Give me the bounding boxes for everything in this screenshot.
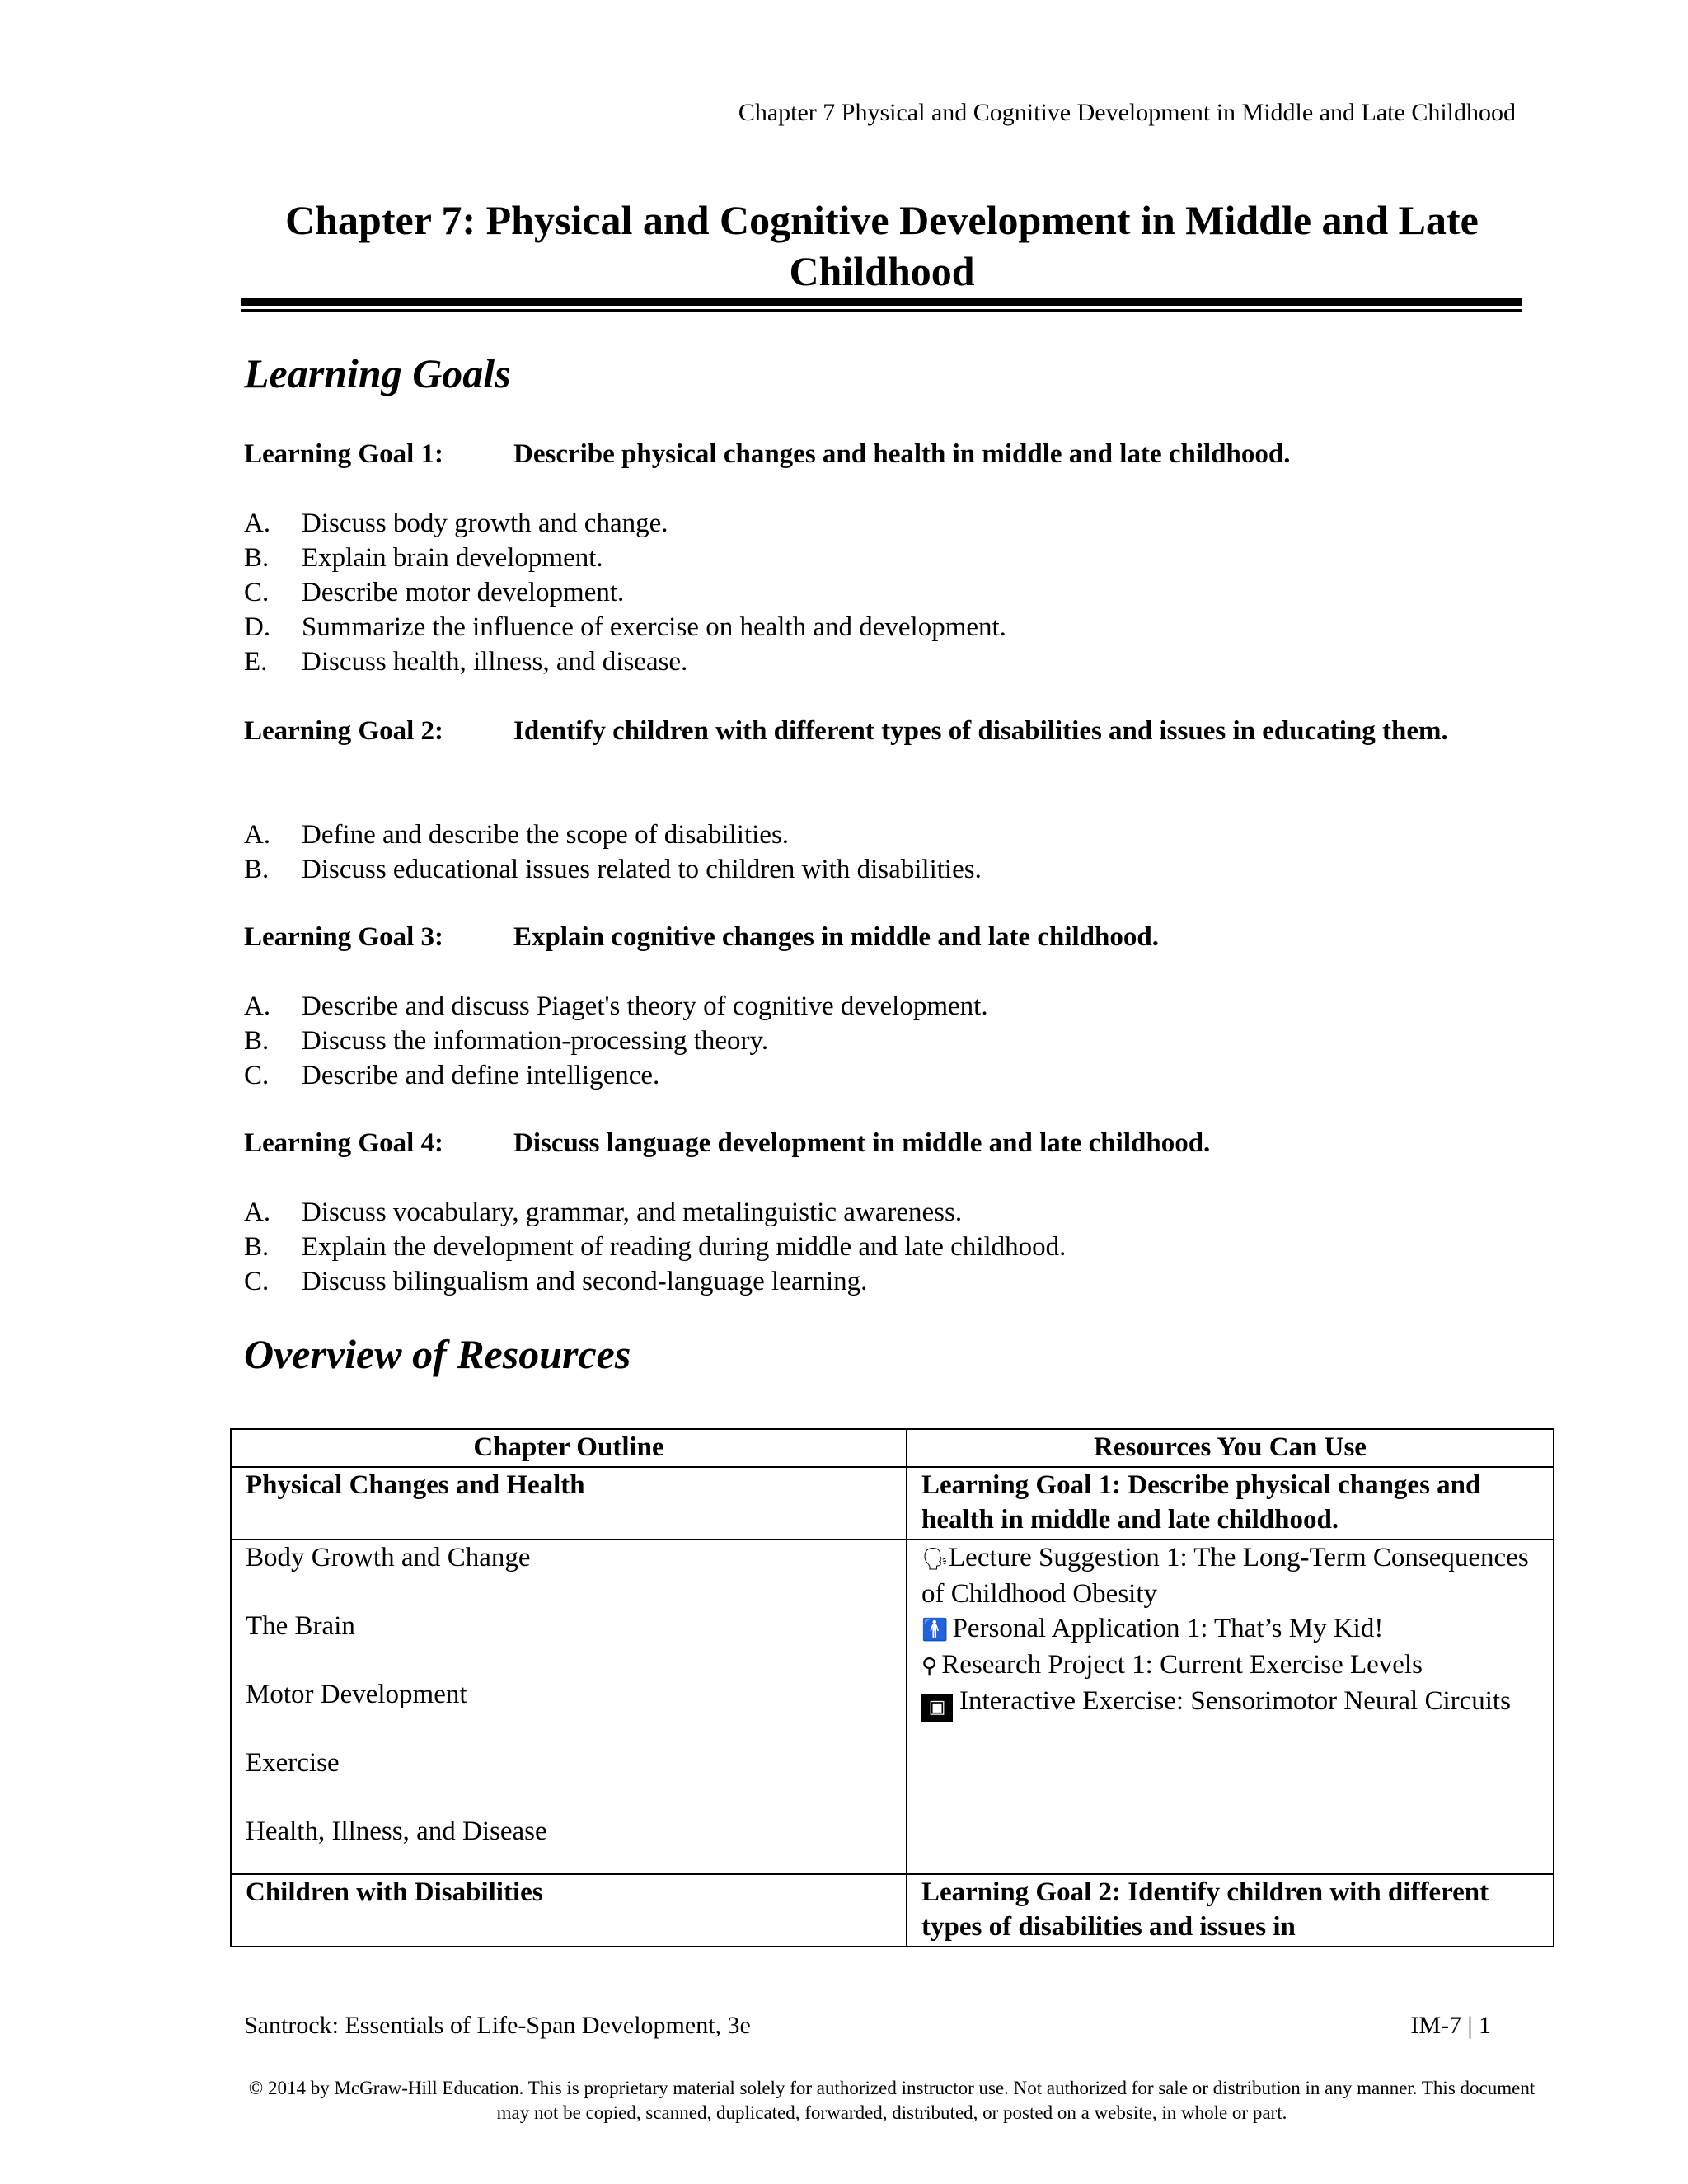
objective-letter: A. [244, 991, 271, 1021]
objective-text: Explain brain development. [302, 543, 603, 573]
goal-label: Learning Goal 3: [244, 922, 444, 952]
objective-text: Describe and define intelligence. [302, 1061, 660, 1090]
objective-letter: A. [244, 820, 271, 850]
objective-letter: C. [244, 1267, 270, 1296]
objective-letter: C. [244, 578, 270, 607]
objective-item [244, 1264, 1066, 1299]
goal-text: Describe physical changes and health in middle and late childhood. [513, 439, 1291, 469]
table-header-row [231, 1429, 1554, 1467]
outline-item: Motor Development [246, 1680, 467, 1709]
outline-item: The Brain [246, 1611, 355, 1641]
resource-item [921, 1540, 1539, 1611]
objective-letter: B. [244, 1232, 270, 1262]
table-row [231, 1467, 1554, 1540]
objective-text: Explain the development of reading during middle and late childhood. [302, 1232, 1067, 1262]
computer-icon: ▣ [921, 1694, 953, 1722]
outline-section-title: Physical Changes and Health [231, 1467, 907, 1540]
objective-letter: B. [244, 543, 270, 573]
goal-text: Identify children with different types of disabilities and issues in educating them. [513, 716, 1448, 746]
resources-cell [907, 1540, 1554, 1874]
objective-item [244, 1230, 1066, 1264]
objective-text: Summarize the influence of exercise on health and development. [302, 612, 1006, 642]
outline-item: Health, Illness, and Disease [246, 1816, 547, 1846]
objective-text: Discuss vocabulary, grammar, and metalinguistic awareness. [302, 1197, 963, 1227]
objective-text: Describe and discuss Piaget's theory of cognitive development. [302, 991, 988, 1021]
goal-label: Learning Goal 4: [244, 1128, 444, 1158]
goal-label: Learning Goal 2: [244, 716, 444, 746]
outline-section-title: Children with Disabilities [231, 1874, 907, 1947]
footer-book-title: Santrock: Essentials of Life-Span Development, 3e [244, 2012, 751, 2039]
title-rule-thick [241, 298, 1522, 306]
objective-item [244, 610, 1006, 644]
objective-text: Discuss educational issues related to children with disabilities. [302, 855, 982, 884]
objective-item [244, 644, 1006, 679]
goal-1-objectives [244, 506, 1006, 679]
objective-item [244, 989, 988, 1024]
objective-item [244, 575, 1006, 610]
objective-item [244, 1024, 988, 1058]
objective-text: Define and describe the scope of disabilities. [302, 820, 790, 850]
resource-text: Research Project 1: Current Exercise Levels [941, 1650, 1423, 1680]
objective-letter: D. [244, 612, 271, 642]
objective-item [244, 541, 1006, 575]
objective-text: Discuss body growth and change. [302, 509, 668, 538]
objective-text: Discuss health, illness, and disease. [302, 647, 688, 677]
resource-item [921, 1684, 1539, 1722]
chapter-title-line-2: Childhood [789, 248, 975, 294]
copyright-notice: © 2014 by McGraw-Hill Education. This is proprietary material solely for authorized instructor use. Not authorized for sale or distribution in any manner. This document may not be copied, scanned, duplicated, forwarded, distributed, or posted on a website, in whole or part. [248, 2078, 1536, 2123]
objective-text: Describe motor development. [302, 578, 625, 607]
column-header-resources: Resources You Can Use [907, 1429, 1554, 1467]
column-header-outline: Chapter Outline [231, 1429, 907, 1467]
research-icon: ⚲ [921, 1654, 942, 1679]
goal-section-title: Learning Goal 2: Identify children with different types of disabilities and issues in [907, 1874, 1554, 1947]
chapter-title [244, 194, 1520, 297]
resource-text: Lecture Suggestion 1: The Long-Term Consequences of Childhood Obesity [921, 1543, 1529, 1609]
resources-table [230, 1428, 1554, 1947]
objective-letter: A. [244, 509, 271, 538]
goal-3-objectives [244, 989, 988, 1093]
lecture-icon: 🗣 [921, 1547, 950, 1572]
goal-section-title: Learning Goal 1: Describe physical changes and health in middle and late childhood. [907, 1467, 1554, 1540]
objective-letter: B. [244, 1026, 270, 1056]
table-row [231, 1874, 1554, 1947]
objective-item [244, 818, 982, 852]
chapter-title-line-1: Chapter 7: Physical and Cognitive Development in Middle and Late [285, 197, 1479, 243]
objective-item [244, 506, 1006, 541]
outline-item: Exercise [246, 1748, 340, 1778]
objective-letter: C. [244, 1061, 270, 1090]
title-rule-thin [241, 309, 1522, 312]
goal-2-objectives [244, 818, 982, 887]
objective-letter: E. [244, 647, 268, 677]
resource-text: Personal Application 1: That’s My Kid! [952, 1614, 1384, 1643]
resource-item [921, 1611, 1539, 1647]
resource-item [921, 1647, 1539, 1684]
objective-text: Discuss bilingualism and second-language learning. [302, 1267, 868, 1296]
running-header: Chapter 7 Physical and Cognitive Development in Middle and Late Childhood [738, 99, 1516, 126]
outline-items-cell [231, 1540, 907, 1874]
goal-text: Discuss language development in middle and late childhood. [513, 1128, 1211, 1158]
learning-goals-heading: Learning Goals [244, 350, 511, 396]
objective-item [244, 1058, 988, 1093]
person-icon: 🚹 [921, 1618, 953, 1643]
objective-text: Discuss the information-processing theory. [302, 1026, 769, 1056]
goal-label: Learning Goal 1: [244, 439, 444, 469]
resource-text: Interactive Exercise: Sensorimotor Neural Circuits [959, 1686, 1511, 1716]
goal-text: Explain cognitive changes in middle and late childhood. [513, 922, 1159, 952]
goal-4-objectives [244, 1195, 1066, 1299]
objective-item [244, 852, 982, 887]
objective-letter: B. [244, 855, 270, 884]
objective-letter: A. [244, 1197, 271, 1227]
outline-item: Body Growth and Change [246, 1543, 531, 1572]
table-row [231, 1540, 1554, 1874]
footer-page-number: IM-7 | 1 [1410, 2012, 1491, 2039]
overview-heading: Overview of Resources [244, 1331, 631, 1377]
objective-item [244, 1195, 1066, 1230]
